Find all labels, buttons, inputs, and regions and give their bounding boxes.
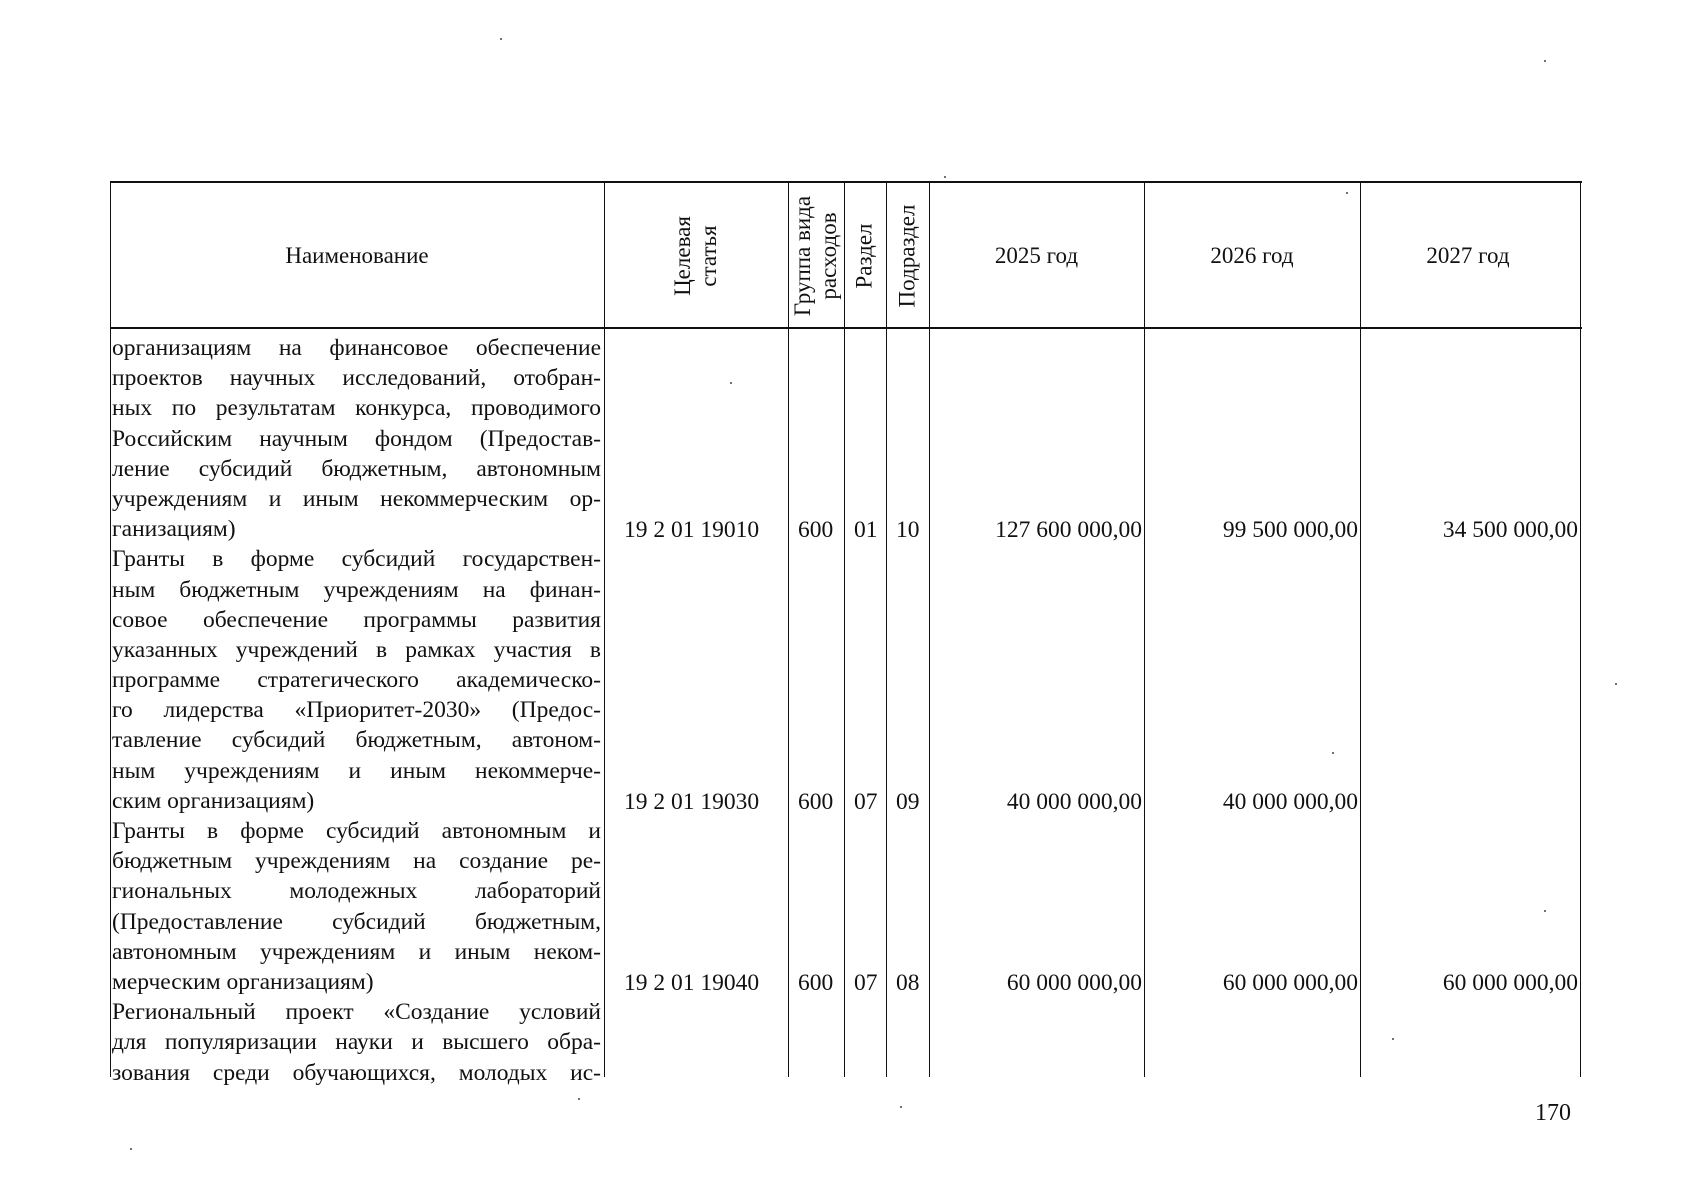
row-1-section: 01 — [854, 517, 878, 543]
text-line: ным бюджетным учреждениям на финан- — [112, 576, 601, 603]
row-3-2026: 60 000 000,00 — [1222, 970, 1358, 996]
text-line: совое обеспечение программы развития — [112, 606, 601, 633]
row-1-group: 600 — [798, 517, 834, 543]
text-line: ским организациям) — [112, 787, 315, 814]
text-line: Гранты в форме субсидий государствен- — [112, 546, 601, 573]
header-section-label: Раздел — [852, 223, 877, 289]
row-3-section: 07 — [854, 970, 878, 996]
row-2-section: 07 — [854, 789, 878, 815]
text-line: проектов научных исследований, отобран- — [112, 365, 601, 392]
text-line: ных по результатам конкурса, проводимого — [112, 395, 601, 422]
header-expense-group-label — [790, 196, 842, 316]
text-line: (Предоставление субсидий бюджетным, — [112, 908, 601, 935]
name-paragraph-1 — [112, 333, 601, 544]
scan-speck — [730, 382, 732, 384]
name-paragraph-2 — [112, 544, 601, 816]
header-name — [110, 183, 604, 329]
scan-speck — [1615, 683, 1617, 685]
name-paragraph-3 — [112, 816, 601, 997]
text-line: мерческим организациям) — [112, 968, 374, 995]
header-target-item-line1: Целевая — [669, 216, 695, 296]
text-line: гиональных молодежных лабораторий — [112, 878, 601, 905]
scan-speck — [1332, 752, 1334, 754]
row-3-target: 19 2 01 19040 — [624, 970, 760, 996]
header-target-item-line2: статья — [695, 225, 721, 287]
scan-speck — [900, 1106, 902, 1108]
header-expense-group-line2: расходов — [816, 212, 842, 300]
text-line: ным учреждениям и иным некоммерче- — [112, 757, 601, 784]
text-line: программе стратегического академическо- — [112, 667, 601, 694]
header-year-2027-label: 2027 год — [1426, 243, 1510, 268]
text-line: для популяризации науки и высшего обра- — [112, 1029, 601, 1056]
header-subsection-label: Подраздел — [894, 204, 920, 308]
header-year-2026 — [1144, 183, 1360, 329]
text-line: тавление субсидий бюджетным, автоном- — [112, 727, 601, 754]
scan-speck — [944, 176, 946, 178]
header-name-label: Наименование — [285, 243, 429, 268]
row-2-subsection: 09 — [896, 789, 920, 815]
header-section — [844, 183, 886, 329]
row-3-2027: 60 000 000,00 — [1442, 970, 1578, 996]
text-line: Гранты в форме субсидий автономным и — [112, 818, 601, 844]
budget-table — [110, 181, 1582, 1086]
text-line: ганизациям) — [112, 516, 236, 543]
row-2-target: 19 2 01 19030 — [624, 789, 760, 815]
header-target-item-label — [670, 216, 722, 296]
header-expense-group — [788, 183, 844, 329]
row-3-group: 600 — [798, 970, 834, 996]
scan-speck — [500, 38, 502, 40]
scan-speck — [1392, 1038, 1394, 1040]
text-line: зования среди обучающихся, молодых ис- — [112, 1059, 601, 1086]
name-paragraph-4 — [112, 997, 601, 1088]
row-1-target: 19 2 01 19010 — [624, 517, 760, 543]
text-line: Региональный проект «Создание условий — [112, 999, 601, 1026]
header-year-2025 — [929, 183, 1144, 329]
scan-speck — [130, 1148, 132, 1150]
page-number: 170 — [1535, 1100, 1571, 1126]
header-target-item — [604, 183, 788, 329]
name-column-text — [112, 333, 601, 1088]
scan-speck — [1346, 192, 1348, 194]
header-subsection — [886, 183, 929, 329]
row-2-2025: 40 000 000,00 — [1006, 789, 1142, 815]
row-1-2025: 127 600 000,00 — [995, 517, 1142, 543]
text-line: бюджетным учреждениям на создание ре- — [112, 848, 601, 875]
table-header — [110, 181, 1582, 329]
row-3-subsection: 08 — [896, 970, 920, 996]
scan-speck — [578, 1098, 580, 1100]
text-line: ление субсидий бюджетным, автономным — [112, 455, 601, 482]
text-line: го лидерства «Приоритет-2030» (Предос- — [112, 697, 601, 724]
scan-speck — [1544, 60, 1546, 62]
text-line: указанных учреждений в рамках участия в — [112, 636, 601, 663]
row-1-2027: 34 500 000,00 — [1442, 517, 1578, 543]
header-year-2026-label: 2026 год — [1210, 243, 1294, 268]
header-year-2027 — [1360, 183, 1576, 329]
row-2-group: 600 — [798, 789, 834, 815]
text-line: автономным учреждениям и иным неком- — [112, 938, 601, 965]
row-2-2026: 40 000 000,00 — [1222, 789, 1358, 815]
scan-speck — [1544, 910, 1546, 912]
header-expense-group-line1: Группа вида — [790, 195, 816, 317]
text-line: Российским научным фондом (Предостав- — [112, 425, 601, 452]
row-1-subsection: 10 — [896, 517, 920, 543]
table-body — [110, 329, 1582, 1086]
header-year-2025-label: 2025 год — [994, 243, 1079, 268]
text-line: организациям на финансовое обеспечение — [112, 335, 601, 361]
row-3-2025: 60 000 000,00 — [1006, 970, 1142, 996]
row-1-2026: 99 500 000,00 — [1222, 517, 1358, 543]
text-line: учреждениям и иным некоммерческим ор- — [112, 485, 601, 512]
